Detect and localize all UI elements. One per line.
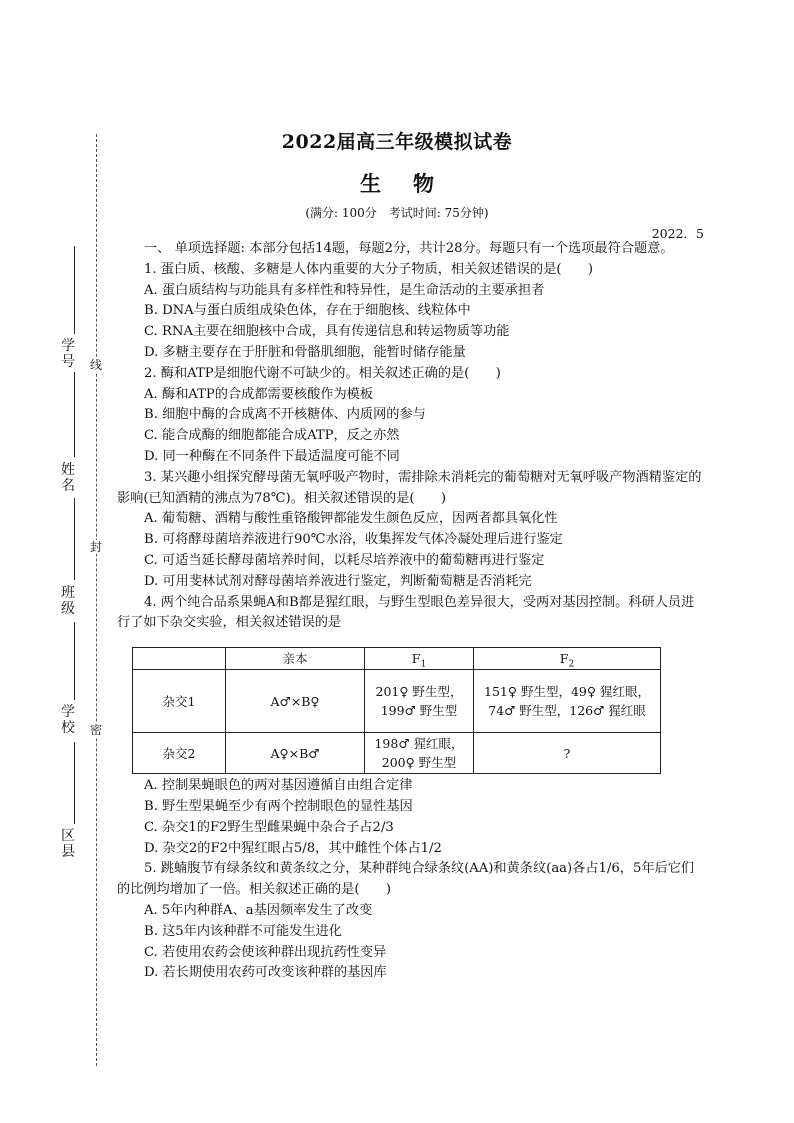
question-5-option-c[interactable]: C. 若使用农药会使该种群出现抗药性变异 — [144, 944, 387, 960]
field-rule-student-id — [74, 246, 75, 334]
question-3-option-c[interactable]: C. 可适当延长酵母菌培养时间，以耗尽培养液中的葡萄糖再进行鉴定 — [144, 552, 545, 568]
question-3-stem: 3. 某兴趣小组探究酵母菌无氧呼吸产物时，需排除未消耗完的葡萄糖对无氧呼吸产物酒精鉴定的影响(已知酒精的沸点为78℃)。相关叙述错误的是( ) — [117, 469, 702, 506]
exam-date: 2022．5 — [651, 226, 704, 241]
field-label-class: 班级 — [61, 585, 75, 617]
question-4-option-d[interactable]: D. 杂交2的F2中猩红眼占5/8，其中雌性个体占1/2 — [144, 840, 442, 856]
question-4-option-c[interactable]: C. 杂交1的F2野生型雌果蝇中杂合子占2/3 — [144, 819, 394, 835]
field-label-name: 姓名 — [61, 462, 75, 494]
question-2-option-a[interactable]: A. 酶和ATP的合成都需要核酸作为模板 — [144, 386, 374, 402]
table-cell: 198♂ 猩红眼，200♀ 野生型 — [365, 733, 474, 774]
table-header-cell: $F_2$ — [474, 648, 661, 670]
field-rule-district — [74, 742, 75, 824]
question-1-option-b[interactable]: B. DNA与蛋白质组成染色体，存在于细胞核、线粒体中 — [144, 303, 471, 319]
table-cell: 杂交1 — [133, 670, 226, 733]
question-1-option-c[interactable]: C. RNA主要在细胞核中合成，具有传递信息和转运物质等功能 — [144, 324, 510, 340]
question-4-stem: 4. 两个纯合品系果蝇A和B都是猩红眼，与野生型眼色差异很大，受两对基因控制。科研人员进行了如下杂交实验，相关叙述错误的是 — [117, 594, 695, 631]
question-3-option-d[interactable]: D. 可用斐林试剂对酵母菌培养液进行鉴定，判断葡萄糖是否消耗完 — [144, 573, 532, 589]
table-cell: ? — [474, 733, 661, 774]
field-label-student-id: 学号 — [61, 338, 75, 370]
question-3-option-a[interactable]: A. 葡萄糖、酒精与酸性重铬酸钾都能发生颜色反应，因两者都具氧化性 — [144, 511, 558, 527]
field-rule-school — [74, 622, 75, 700]
question-3-option-b[interactable]: B. 可将酵母菌培养液进行90℃水浴，收集挥发气体冷凝处理后进行鉴定 — [144, 532, 563, 548]
question-content — [117, 239, 707, 984]
table-cell: 151♀ 野生型，49♀ 猩红眼，74♂ 野生型，126♂ 猩红眼 — [474, 670, 661, 733]
question-4-option-a[interactable]: A. 控制果蝇眼色的两对基因遵循自由组合定律 — [144, 778, 413, 794]
section-heading: 一、 单项选择题: 本部分包括14题，每题2分，共计28分。每题只有一个选项最符合题意。 — [144, 241, 674, 256]
question-4-option-b[interactable]: B. 野生型果蝇至少有两个控制眼色的显性基因 — [144, 798, 413, 814]
table-cell: 201♀ 野生型，199♂ 野生型 — [365, 670, 474, 733]
table-row — [133, 670, 661, 733]
field-label-school: 学校 — [61, 704, 75, 736]
question-2-option-c[interactable]: C. 能合成酶的细胞都能合成ATP，反之亦然 — [144, 428, 400, 444]
table-header-row — [133, 648, 661, 670]
question-5-option-a[interactable]: A. 5年内种群A、a基因频率发生了改变 — [144, 902, 373, 918]
question-2-stem: 2. 酶和ATP是细胞代谢不可缺少的。相关叙述正确的是( ) — [144, 365, 501, 381]
question-5-option-b[interactable]: B. 这5年内该种群不可能发生进化 — [144, 923, 342, 939]
cross-table — [132, 647, 661, 774]
seal-char-line: 线 — [89, 358, 102, 372]
field-rule-class — [74, 498, 75, 580]
question-5-option-d[interactable]: D. 若长期使用农药可改变该种群的基因库 — [144, 965, 387, 981]
question-1-stem: 1. 蛋白质、核酸、多糖是人体内重要的大分子物质，相关叙述错误的是( ) — [144, 261, 594, 277]
seal-char-seal: 封 — [89, 540, 102, 554]
seal-char-secret: 密 — [89, 723, 102, 737]
question-2-option-d[interactable]: D. 同一种酶在不同条件下最适温度可能不同 — [144, 448, 400, 464]
table-row — [133, 733, 661, 774]
subject-title: 生物 — [360, 171, 466, 196]
exam-meta: (满分: 100分 考试时间: 75分钟) — [305, 206, 489, 220]
table-cell: 杂交2 — [133, 733, 226, 774]
field-rule-name — [74, 372, 75, 457]
table-header-cell: $F_1$ — [365, 648, 474, 670]
question-5-stem: 5. 跳蝻腹节有绿条纹和黄条纹之分，某种群纯合绿条纹(AA)和黄条纹(aa)各占1/6，5年后它们的比例均增加了一倍。相关叙述正确的是( ) — [117, 861, 695, 898]
exam-title: 2022届高三年级模拟试卷 — [281, 131, 513, 153]
table-header-cell — [133, 648, 226, 670]
question-1-option-d[interactable]: D. 多糖主要存在于肝脏和骨骼肌细胞，能暂时储存能量 — [144, 344, 466, 360]
table-cell: A♀×B♂ — [226, 733, 365, 774]
field-label-district: 区县 — [61, 828, 75, 860]
binding-dashed-line — [96, 134, 97, 1066]
question-1-option-a[interactable]: A. 蛋白质结构与功能具有多样性和特异性，是生命活动的主要承担者 — [144, 282, 545, 298]
table-header-cell: 亲本 — [226, 648, 365, 670]
question-2-option-b[interactable]: B. 细胞中酶的合成离不开核糖体、内质网的参与 — [144, 407, 426, 423]
table-cell: A♂×B♀ — [226, 670, 365, 733]
